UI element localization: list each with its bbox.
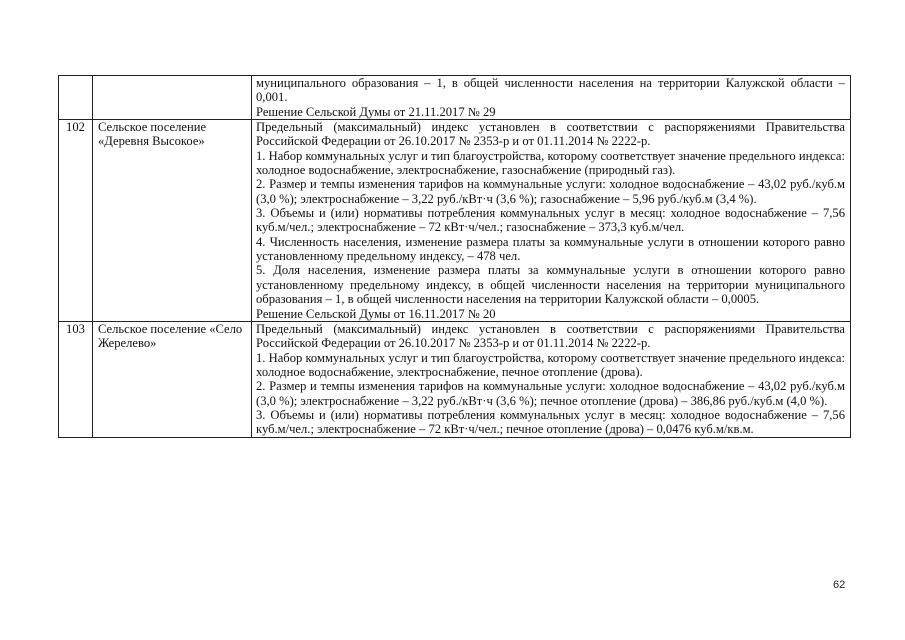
paragraph: 4. Численность населения, изменение размера платы за коммунальные услуги в отношении которого равно установленному предельному индексу, – 478 чел. (256, 234, 845, 264)
row-number-cell (59, 76, 93, 120)
decision-reference: Решение Сельской Думы от 16.11.2017 № 20 (256, 306, 496, 321)
row-number-cell: 103 (59, 321, 93, 437)
paragraph: 3. Объемы и (или) нормативы потребления коммунальных услуг в месяц: холодное водоснабжение – 7,56 куб.м/чел.; электроснабжение – 72 кВт·ч/чел.; печное отопление (дрова) – 0,0476 куб.м/кв.м. (256, 407, 845, 437)
paragraph: Предельный (максимальный) индекс установлен в соответствии с распоряжениями Правительства Российской Федерации от 26.10.2017 № 2353-р и от 01.11.2014 № 2222-р. (256, 321, 845, 351)
index-description-cell (252, 120, 851, 322)
page-number: 62 (833, 579, 846, 591)
paragraph: 1. Набор коммунальных услуг и тип благоустройства, которому соответствует значение предельного индекса: холодное водоснабжение, электроснабжение, газоснабжение (природный газ). (256, 148, 845, 178)
row-number-cell: 102 (59, 120, 93, 322)
municipal-index-table (58, 75, 851, 438)
table-row-102 (59, 120, 851, 322)
table-row-continuation (59, 76, 851, 120)
paragraph: Предельный (максимальный) индекс установлен в соответствии с распоряжениями Правительства Российской Федерации от 26.10.2017 № 2353-р и от 01.11.2014 № 2222-р. (256, 120, 845, 149)
paragraph: 2. Размер и темпы изменения тарифов на коммунальные услуги: холодное водоснабжение – 43,02 руб./куб.м (3,0 %); электроснабжение – 3,22 руб./кВт·ч (3,6 %); газоснабжение – 5,96 руб./куб.м (3,4 %). (256, 177, 845, 206)
paragraph: муниципального образования – 1, в общей численности населения на территории Калужской области – 0,001. (256, 76, 845, 105)
index-description-cell (252, 76, 851, 120)
settlement-name-cell: Сельское поселение «Село Жерелево» (93, 321, 252, 437)
paragraph: 2. Размер и темпы изменения тарифов на коммунальные услуги: холодное водоснабжение – 43,02 руб./куб.м (3,0 %); электроснабжение – 3,22 руб./кВт·ч (3,6 %); печное отопление (дрова) – 386,86 руб./куб.м (4,0 %). (256, 379, 845, 408)
paragraph: 3. Объемы и (или) нормативы потребления коммунальных услуг в месяц: холодное водоснабжение – 7,56 куб.м/чел.; электроснабжение – 72 кВт·ч/чел.; газоснабжение – 373,3 куб.м/чел. (256, 206, 845, 235)
settlement-name-cell: Сельское поселение «Деревня Высокое» (93, 120, 252, 322)
index-description-cell (252, 321, 851, 437)
decision-reference: Решение Сельской Думы от 21.11.2017 № 29 (256, 104, 496, 119)
table-row-103 (59, 321, 851, 437)
settlement-name-cell (93, 76, 252, 120)
paragraph: 5. Доля населения, изменение размера платы за коммунальные услуги в отношении которого равно установленному предельному индексу, в общей численности населения на территории муниципального образования – 1, в общей численности населения на территории Калужской области – 0,0005. (256, 263, 845, 307)
paragraph: 1. Набор коммунальных услуг и тип благоустройства, которому соответствует значение предельного индекса: холодное водоснабжение, электроснабжение, печное отопление (дрова). (256, 350, 845, 379)
